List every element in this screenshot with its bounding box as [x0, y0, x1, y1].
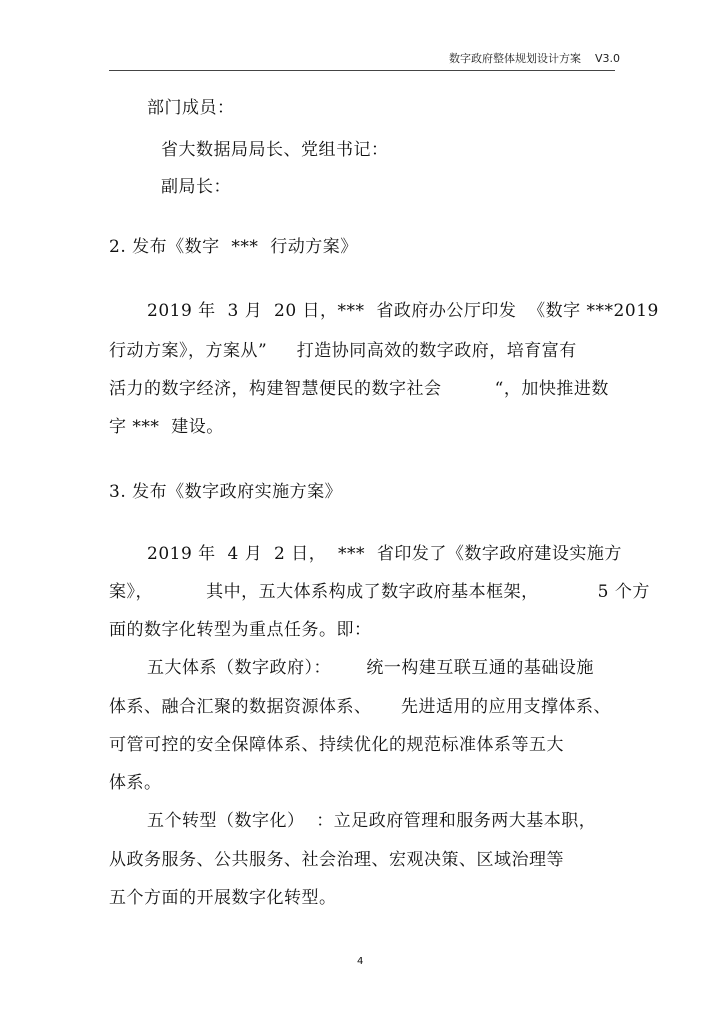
members-label: 部门成员： [147, 98, 235, 118]
paragraph-line: 面的数字化转型为重点任务。即： [109, 620, 372, 640]
section-heading: 2. 发布《数字 *** 行动方案》 [109, 237, 358, 257]
paragraph-line: 体系、融合汇聚的数据资源体系、 先进适用的应用支撑体系、 [109, 697, 612, 717]
section-heading: 3. 发布《数字政府实施方案》 [109, 482, 343, 502]
paragraph-line: 从政务服务、公共服务、社会治理、宏观决策、区域治理等 [109, 850, 564, 870]
paragraph-line: 活力的数字经济，构建智慧便民的数字社会 “，加快推进数 [109, 379, 609, 399]
header-title: 数字政府整体规划设计方案 [448, 52, 581, 65]
member-line: 省大数据局局长、党组书记： [161, 140, 389, 160]
paragraph-line: 五个方面的开展数字化转型。 [109, 888, 337, 908]
member-line: 副局长： [161, 177, 231, 197]
header-text [449, 50, 620, 66]
paragraph-line: 五个转型（数字化） ：立足政府管理和服务两大基本职， [147, 811, 597, 831]
paragraph-line: 字 *** 建设。 [109, 417, 224, 437]
paragraph-line: 可管可控的安全保障体系、持续优化的规范标准体系等五大 [109, 735, 564, 755]
paragraph-line: 行动方案》，方案从” 打造协同高效的数字政府，培育富有 [109, 341, 577, 361]
page-number: 4 [357, 956, 364, 967]
paragraph-line: 2019 年 4 月 2 日， *** 省印发了《数字政府建设实施方 [147, 544, 622, 564]
paragraph-line: 体系。 [109, 773, 162, 793]
paragraph-line: 案》， 其中，五大体系构成了数字政府基本框架， 5 个方 [109, 582, 650, 602]
header-version: V3.0 [594, 52, 620, 65]
paragraph-line: 2019 年 3 月 20 日，*** 省政府办公厅印发 《数字 ***2019 [147, 301, 659, 321]
header-divider [109, 70, 615, 71]
paragraph-line: 五大体系（数字政府）： 统一构建互联互通的基础设施 [147, 658, 594, 678]
